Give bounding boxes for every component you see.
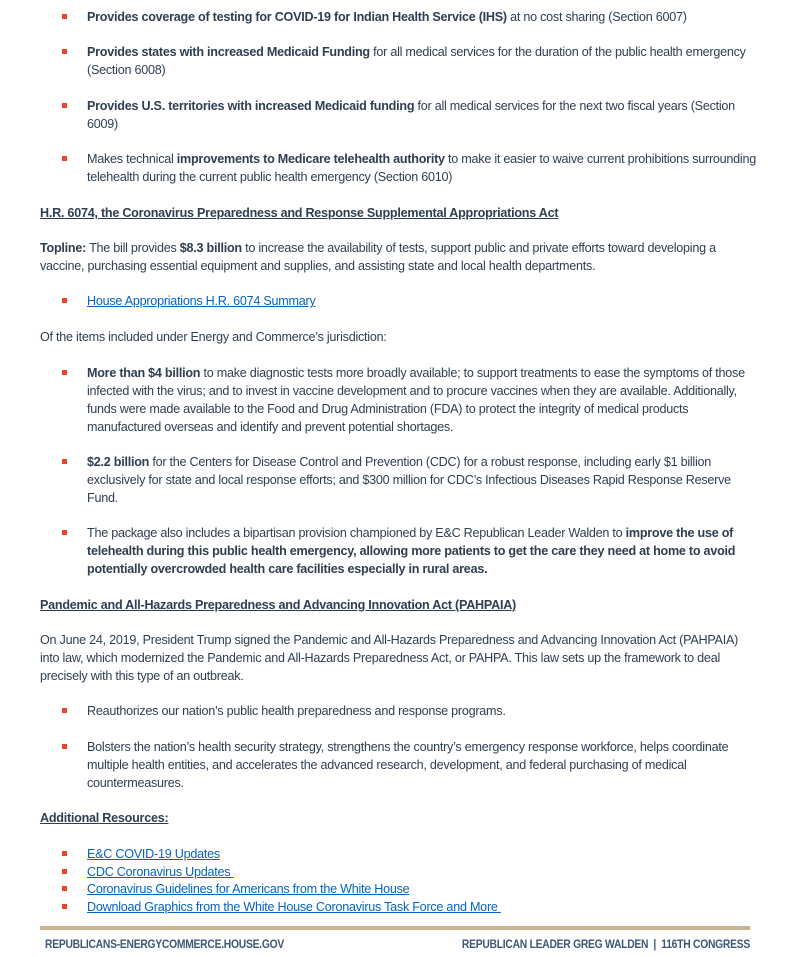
- bullet-icon: [62, 103, 67, 108]
- bullet-icon: [62, 869, 67, 874]
- bullet-icon: [62, 851, 67, 856]
- bullet-icon: [62, 298, 67, 303]
- ec-covid-updates-link[interactable]: E&C COVID-19 Updates: [87, 847, 220, 861]
- footer-divider: [40, 926, 750, 930]
- house-appropriations-summary-link[interactable]: House Appropriations H.R. 6074 Summary: [87, 294, 316, 308]
- bullet-icon: [62, 370, 67, 375]
- bullet-icon: [62, 744, 67, 749]
- bullet-icon: [62, 886, 67, 891]
- section-heading-pahpaia: Pandemic and All-Hazards Preparedness and Advancing Innovation Act (PAHPAIA): [40, 598, 516, 612]
- download-graphics-link[interactable]: Download Graphics from the White House Coronavirus Task Force and More: [87, 900, 501, 914]
- pahpaia-intro: On June 24, 2019, President Trump signed the Pandemic and All-Hazards Preparedness and Advancing Innovation Act (PAHPAIA) into law, which modernized the Pandemic and All-Hazards Preparedness Act, or PAHPA. This law sets up the framework to deal precisely with this type of an outbreak.: [40, 633, 739, 683]
- section-heading-resources: Additional Resources:: [40, 811, 169, 825]
- bold-text: Provides coverage of testing for COVID-19 for Indian Health Service (IHS): [87, 10, 507, 24]
- footer-leader-congress: REPUBLICAN LEADER GREG WALDEN | 116TH CONGRESS: [461, 937, 750, 951]
- bullet-icon: [62, 459, 67, 464]
- cdc-coronavirus-updates-link[interactable]: CDC Coronavirus Updates: [87, 865, 234, 879]
- section-heading-hr6074: H.R. 6074, the Coronavirus Preparedness and Response Supplemental Appropriations Act: [40, 206, 559, 220]
- bullet-icon: [62, 14, 67, 19]
- bullet-icon: [62, 49, 67, 54]
- bullet-icon: [62, 530, 67, 535]
- footer-website: REPUBLICANS-ENERGYCOMMERCE.HOUSE.GOV: [45, 937, 284, 951]
- jurisdiction-intro: Of the items included under Energy and Commerce’s jurisdiction:: [40, 330, 387, 344]
- document-page: Provides coverage of testing for COVID-19 for Indian Health Service (IHS) at no cost sharing (Section 6007) Provides states with increased Medicaid Funding for all medical services for the duration of the public health emergency (Section 6008) Provides U.S. territories with increased Medicaid funding for all medical services for the next two fiscal years (Section 6009) Makes technical improvements to Medicare telehealth authority to make it easier to waive current prohibitions surrounding telehealth during the current public health emergency (Section 6010) H.R. 6074, the Coronavirus Preparedness and Response Supplemental Appropriations Act Topline: The bill provides $8.3 billion to increase the availability of tests, support public and private efforts toward developing a vaccine, purchasing essential equipment and supplies, and assisting state and local health departments. House Appropriations H.R. 6074 Summary Of the items included under Energy and Commerce’s jurisdiction: More than $4 billion to make diagnostic tests more broadly available; to support treatments to ease the symptoms of those infected with the virus; and to invest in vaccine development and to procure vaccines when they are available. Additionally, funds were made available to the Food and Drug Administration (FDA) to protect the integrity of medical products manufactured overseas and identify and prevent potential shortages. $2.2 billion for the Centers for Disease Control and Prevention (CDC) for a robust response, including early $1 billion exclusively for state and local response efforts; and $300 million for CDC’s Infectious Diseases Rapid Response Reserve Fund. The package also includes a bipartisan provision championed by E&C Republican Leader Walden to improve the use of telehealth during this public health emergency, allowing more patients to get the care they need at home to avoid potentially overcrowded health care facilities especially in rural areas. Pandemic and All-Hazards Preparedness and Advancing Innovation Act (PAHPAIA) On June 24, 2019, President Trump signed the Pandemic and All-Hazards Preparedness and Advancing Innovation Act (PAHPAIA) into law, which modernized the Pandemic and All-Hazards Preparedness Act, or PAHPA. This law sets up the framework to deal precisely with this type of an outbreak. Reauthorizes our nation’s public health preparedness and response programs. Bolsters the nation’s health security strategy, strengthens the country’s emergency response workforce, helps coordinate multiple health entities, and accelerates the advanced research, development, and federal purchasing of medical countermeasures. Additional Resources: E&C COVID-19 Updates CDC Coronavirus Updates Coronavirus Guidelines for Americans from the White House Download Graphics from the White House Coronavirus Task Force and More REPUBLICANS-ENERGYCOMMERCE.HOUSE.GOV REPUBLICAN LEADER GREG WALDEN | 116TH CONGRESS: [0, 0, 800, 957]
- white-house-guidelines-link[interactable]: Coronavirus Guidelines for Americans from the White House: [87, 882, 410, 896]
- topline-paragraph: Topline: The bill provides $8.3 billion to increase the availability of tests, support public and private efforts toward developing a vaccine, purchasing essential equipment and supplies, and assisting state and local health departments.: [40, 241, 716, 273]
- bullet-icon: [62, 708, 67, 713]
- bullet-icon: [62, 156, 67, 161]
- bullet-icon: [62, 904, 67, 909]
